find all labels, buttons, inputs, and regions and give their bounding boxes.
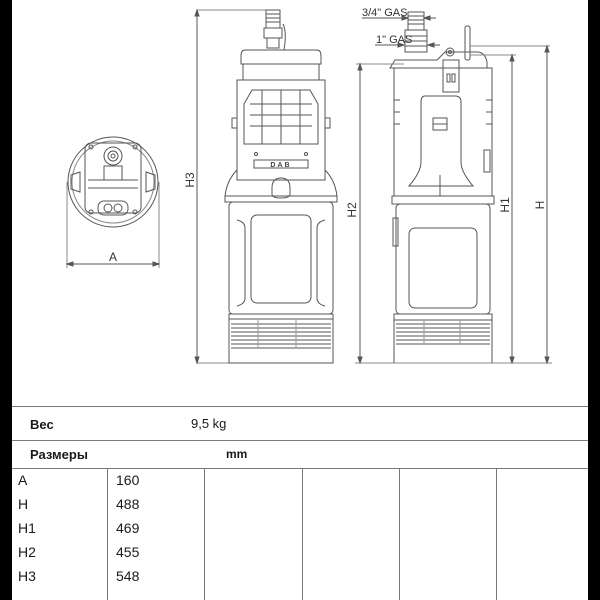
table-divider-2 <box>12 468 588 469</box>
table-top-border <box>12 406 588 407</box>
technical-drawing <box>12 0 588 405</box>
dimension-value: 469 <box>116 520 140 536</box>
column-divider <box>302 468 303 600</box>
column-divider <box>496 468 497 600</box>
dim-label-h1: H1 <box>498 197 512 213</box>
column-divider <box>399 468 400 600</box>
dim-label-h2: H2 <box>345 202 359 218</box>
front-view <box>195 10 337 363</box>
dimension-name: H2 <box>18 544 36 560</box>
dim-label-h: H <box>533 200 547 210</box>
gas-label-3-4: 3/4" GAS <box>362 7 408 19</box>
left-border <box>0 0 12 600</box>
dimension-value: 160 <box>116 472 140 488</box>
dimension-name: H3 <box>18 568 36 584</box>
column-divider <box>204 468 205 600</box>
dimension-name: H1 <box>18 520 36 536</box>
gas-label-1: 1" GAS <box>376 34 413 46</box>
dimensions-label: Размеры <box>30 447 88 462</box>
dimensions-unit: mm <box>226 447 248 461</box>
right-border <box>588 0 600 600</box>
brand-logo: DAB <box>270 162 292 169</box>
side-view <box>355 12 552 363</box>
column-divider <box>107 468 108 600</box>
weight-value: 9,5 kg <box>191 416 227 431</box>
dim-label-a: A <box>108 250 118 264</box>
dimension-value: 455 <box>116 544 140 560</box>
dimension-name: H <box>18 496 29 512</box>
dimension-name: A <box>18 472 28 488</box>
dim-label-h3: H3 <box>183 172 197 188</box>
dimension-value: 548 <box>116 568 140 584</box>
dimension-value: 488 <box>116 496 140 512</box>
table-divider-1 <box>12 440 588 441</box>
weight-label: Вес <box>30 417 54 432</box>
top-view <box>67 137 159 268</box>
